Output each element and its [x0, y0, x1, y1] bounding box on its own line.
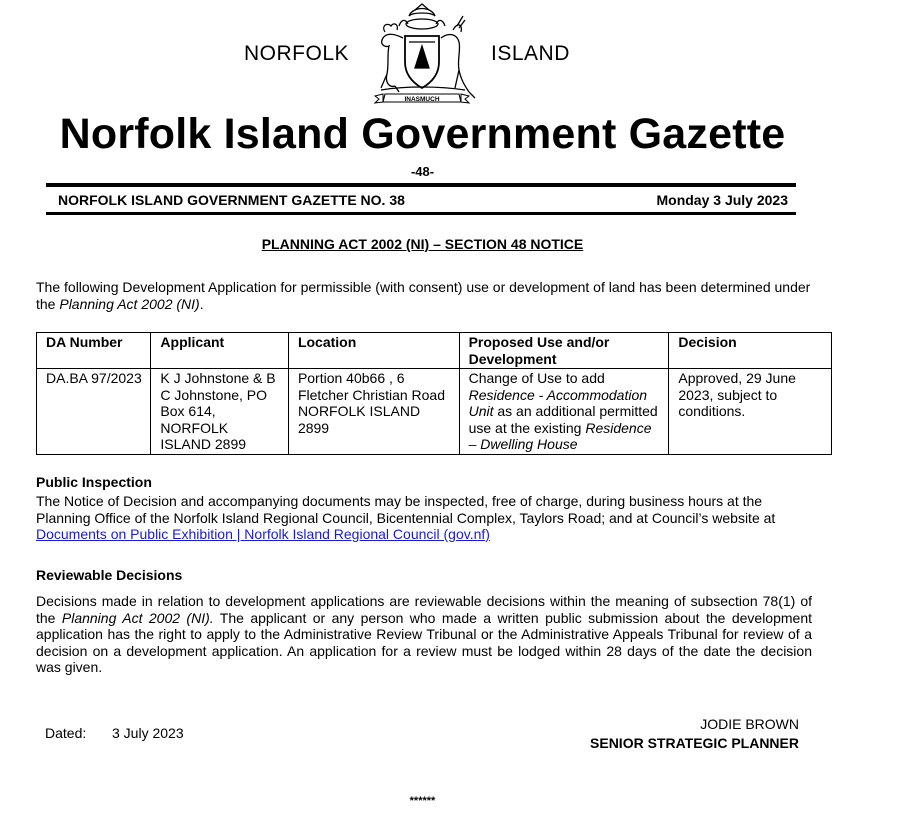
masthead-island: ISLAND — [491, 42, 570, 65]
gazette-date: Monday 3 July 2023 — [656, 192, 788, 208]
table-header-row — [37, 333, 832, 369]
signer-name: JODIE BROWN — [700, 716, 799, 732]
reviewable-text-2: The applicant or any person who made a written public submission about the development application has the right to apply to the Administrative Review Tribunal or the Administrative Appeals Tribunal for review of a decision on a development application. An application for a review must be lodged within 28 days of the date the decision was given. — [36, 609, 812, 675]
end-of-notice-mark: ****** — [409, 795, 436, 807]
cell-decision: Approved, 29 June 2023, subject to conditions. — [669, 369, 832, 455]
public-exhibition-link[interactable]: Documents on Public Exhibition | Norfolk Island Regional Council (gov.nf) — [36, 526, 490, 542]
gazette-number: NORFOLK ISLAND GOVERNMENT GAZETTE NO. 38 — [58, 192, 405, 208]
intro-text: The following Development Application for permissible (with consent) use or development of land has been determined under the — [36, 279, 811, 312]
masthead-norfolk: NORFOLK — [244, 42, 350, 65]
use-text-2: as an additional permitted use at the existing — [468, 403, 658, 436]
use-italic-1: Residence - Accommodation Unit — [468, 386, 648, 419]
reviewable-decisions-paragraph — [36, 593, 812, 676]
page-number: -48- — [410, 164, 435, 179]
cell-da-number: DA.BA 97/2023 — [37, 369, 151, 455]
development-application-table — [36, 332, 832, 455]
cell-proposed-use — [459, 369, 669, 455]
header-applicant: Applicant — [151, 333, 289, 369]
location-locality: NORFOLK ISLAND 2899 — [297, 403, 421, 436]
intro-act: Planning Act 2002 (NI) — [59, 295, 200, 312]
gazette-title: Norfolk Island Government Gazette — [59, 110, 786, 158]
coat-of-arms-crest — [365, 2, 479, 106]
reviewable-text-1: Decisions made in relation to development applications are reviewable decisions within the meaning of subsection 78(1) of the — [36, 593, 812, 626]
dated-label: Dated: — [45, 725, 87, 741]
reviewable-decisions-heading: Reviewable Decisions — [36, 567, 183, 583]
header-da-number: DA Number — [37, 333, 151, 369]
public-inspection-text: The Notice of Decision and accompanying documents may be inspected, free of charge, during business hours at the Planning Office of the Norfolk Island Regional Council, Bicentennial Complex, Taylors Road; and at Council’s website at — [36, 493, 776, 526]
header-decision: Decision — [669, 333, 832, 369]
table-row — [37, 369, 832, 455]
svg-text:INASMUCH: INASMUCH — [404, 96, 440, 103]
cell-applicant: K J Johnstone & B C Johnstone, PO Box 614, NORFOLK ISLAND 2899 — [151, 369, 289, 455]
public-inspection-heading: Public Inspection — [36, 474, 152, 490]
public-inspection-paragraph — [36, 493, 812, 543]
use-italic-2: Residence – Dwelling House — [468, 419, 652, 452]
signer-title: SENIOR STRATEGIC PLANNER — [590, 735, 799, 751]
dated-value: 3 July 2023 — [112, 725, 184, 741]
cell-location — [288, 369, 459, 455]
location-address: Portion 40b66 , 6 Fletcher Christian Road — [297, 370, 445, 403]
intro-paragraph — [36, 279, 812, 312]
use-text-1: Change of Use to add — [468, 370, 605, 386]
reviewable-act: Planning Act 2002 (NI). — [61, 609, 214, 626]
top-rule — [46, 183, 796, 187]
notice-heading: PLANNING ACT 2002 (NI) – SECTION 48 NOTICE — [261, 236, 584, 252]
header-proposed-use: Proposed Use and/or Development — [459, 333, 669, 369]
bottom-rule — [46, 212, 796, 215]
intro-end: . — [199, 295, 204, 312]
header-location: Location — [288, 333, 459, 369]
